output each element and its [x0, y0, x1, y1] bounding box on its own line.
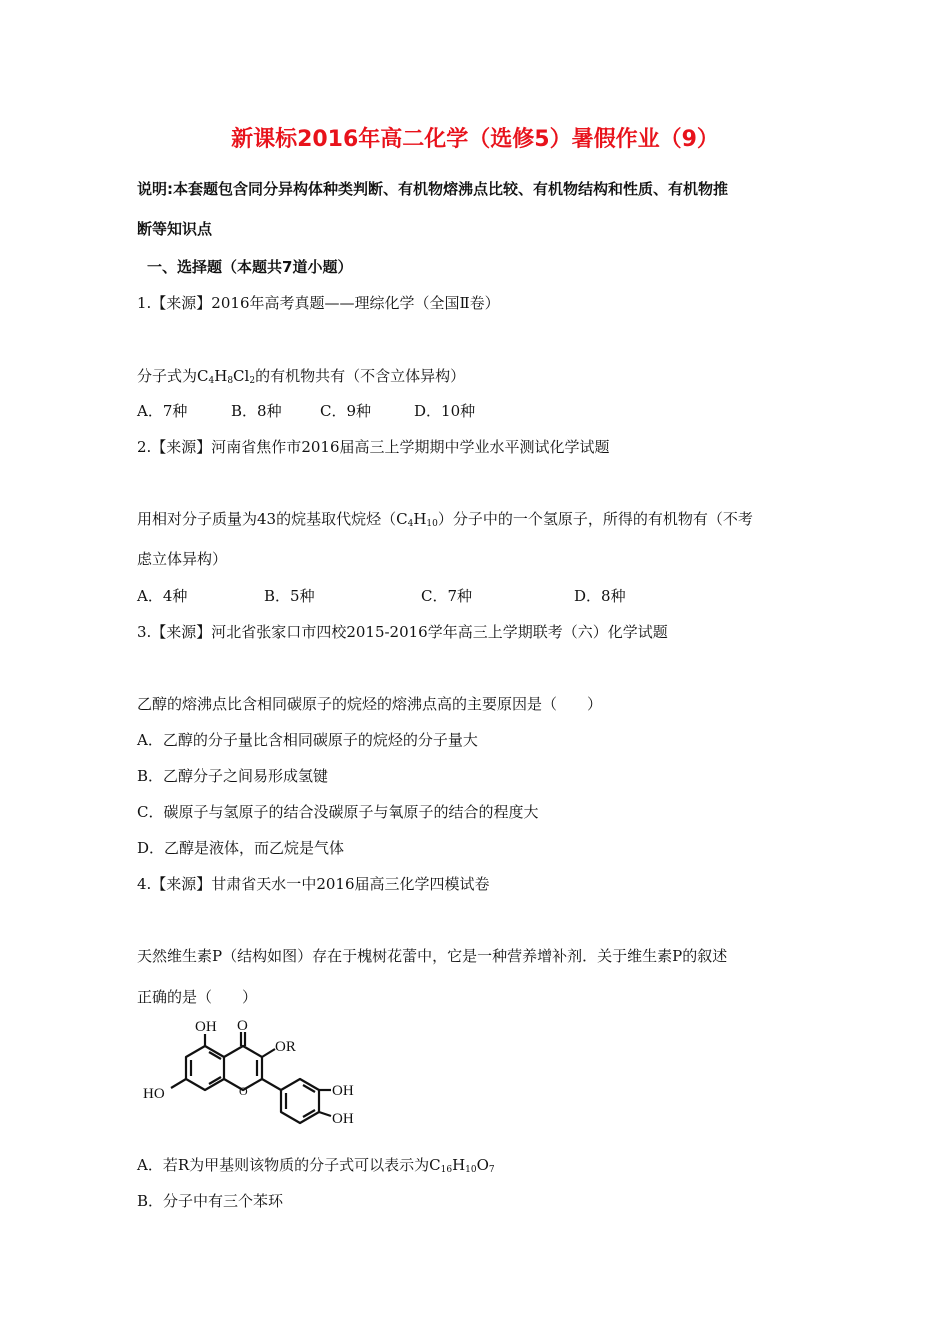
q2-option-a: A．4种: [137, 587, 188, 605]
q1-stem: 分子式为$C_4H_8Cl_2$的有机物共有（不含立体异构）: [137, 367, 466, 386]
q1-source: 1.【来源】2016年高考真题——理综化学（全国Ⅱ卷）: [137, 294, 500, 312]
q3-option-d: D．乙醇是液体，而乙烷是气体: [137, 839, 345, 857]
vitamin-p-structure: [135, 1018, 375, 1143]
section-heading: 一、选择题（本题共7道小题）: [147, 258, 353, 276]
q3-option-c: C．碳原子与氢原子的结合没碳原子与氧原子的结合的程度大: [137, 803, 539, 821]
q2-option-d: D．8种: [574, 587, 626, 605]
q4-stem: 天然维生素P（结构如图）存在于槐树花蕾中，它是一种营养增补剂．关于维生素P的叙述: [137, 947, 728, 965]
q2-stem-cont: 虑立体异构）: [137, 550, 228, 568]
q2-source: 2.【来源】河南省焦作市2016届高三上学期期中学业水平测试化学试题: [137, 438, 610, 456]
or-label: OR: [275, 1039, 296, 1055]
q1-option-b: B．8种: [231, 402, 282, 420]
q3-option-a: A．乙醇的分子量比含相同碳原子的烷烃的分子量大: [137, 731, 478, 749]
q2-option-c: C．7种: [421, 587, 473, 605]
oh-right-label-1: OH: [332, 1083, 354, 1099]
q2-stem: 用相对分子质量为43的烷基取代烷烃$(C_4H_{10})$分子中的一个氢原子，所得的有机物有（不考: [137, 510, 753, 529]
q1-option-d: D．10种: [414, 402, 476, 420]
intro-text: 说明:本套题包含同分异构体种类判断、有机物熔沸点比较、有机物结构和性质、有机物推: [137, 180, 729, 198]
q4-stem-cont: 正确的是（ ）: [137, 988, 258, 1006]
q2-option-b: B．5种: [264, 587, 315, 605]
q4-option-a: A．若R为甲基则该物质的分子式可以表示为$C_{16}H_{10}O_7$: [137, 1156, 495, 1175]
q3-source: 3.【来源】河北省张家口市四校2015-2016学年高三上学期联考（六）化学试题: [137, 623, 668, 641]
q4-option-b: B．分子中有三个苯环: [137, 1192, 284, 1210]
q3-stem: 乙醇的熔沸点比含相同碳原子的烷烃的熔沸点高的主要原因是（ ）: [137, 695, 603, 713]
q4-source: 4.【来源】甘肃省天水一中2016届高三化学四模试卷: [137, 875, 490, 893]
q1-option-c: C．9种: [320, 402, 372, 420]
ring-o-label: O: [239, 1084, 248, 1098]
carbonyl-o-label: O: [237, 1018, 248, 1034]
q1-option-a: A．7种: [137, 402, 188, 420]
oh-top-label: OH: [195, 1019, 217, 1035]
intro-text-cont: 断等知识点: [137, 220, 213, 238]
oh-right-label-2: OH: [332, 1111, 354, 1127]
page-title: 新课标2016年高二化学（选修5）暑假作业（9）: [231, 127, 719, 152]
ho-left-label: HO: [143, 1086, 165, 1102]
q3-option-b: B．乙醇分子之间易形成氢键: [137, 767, 329, 785]
